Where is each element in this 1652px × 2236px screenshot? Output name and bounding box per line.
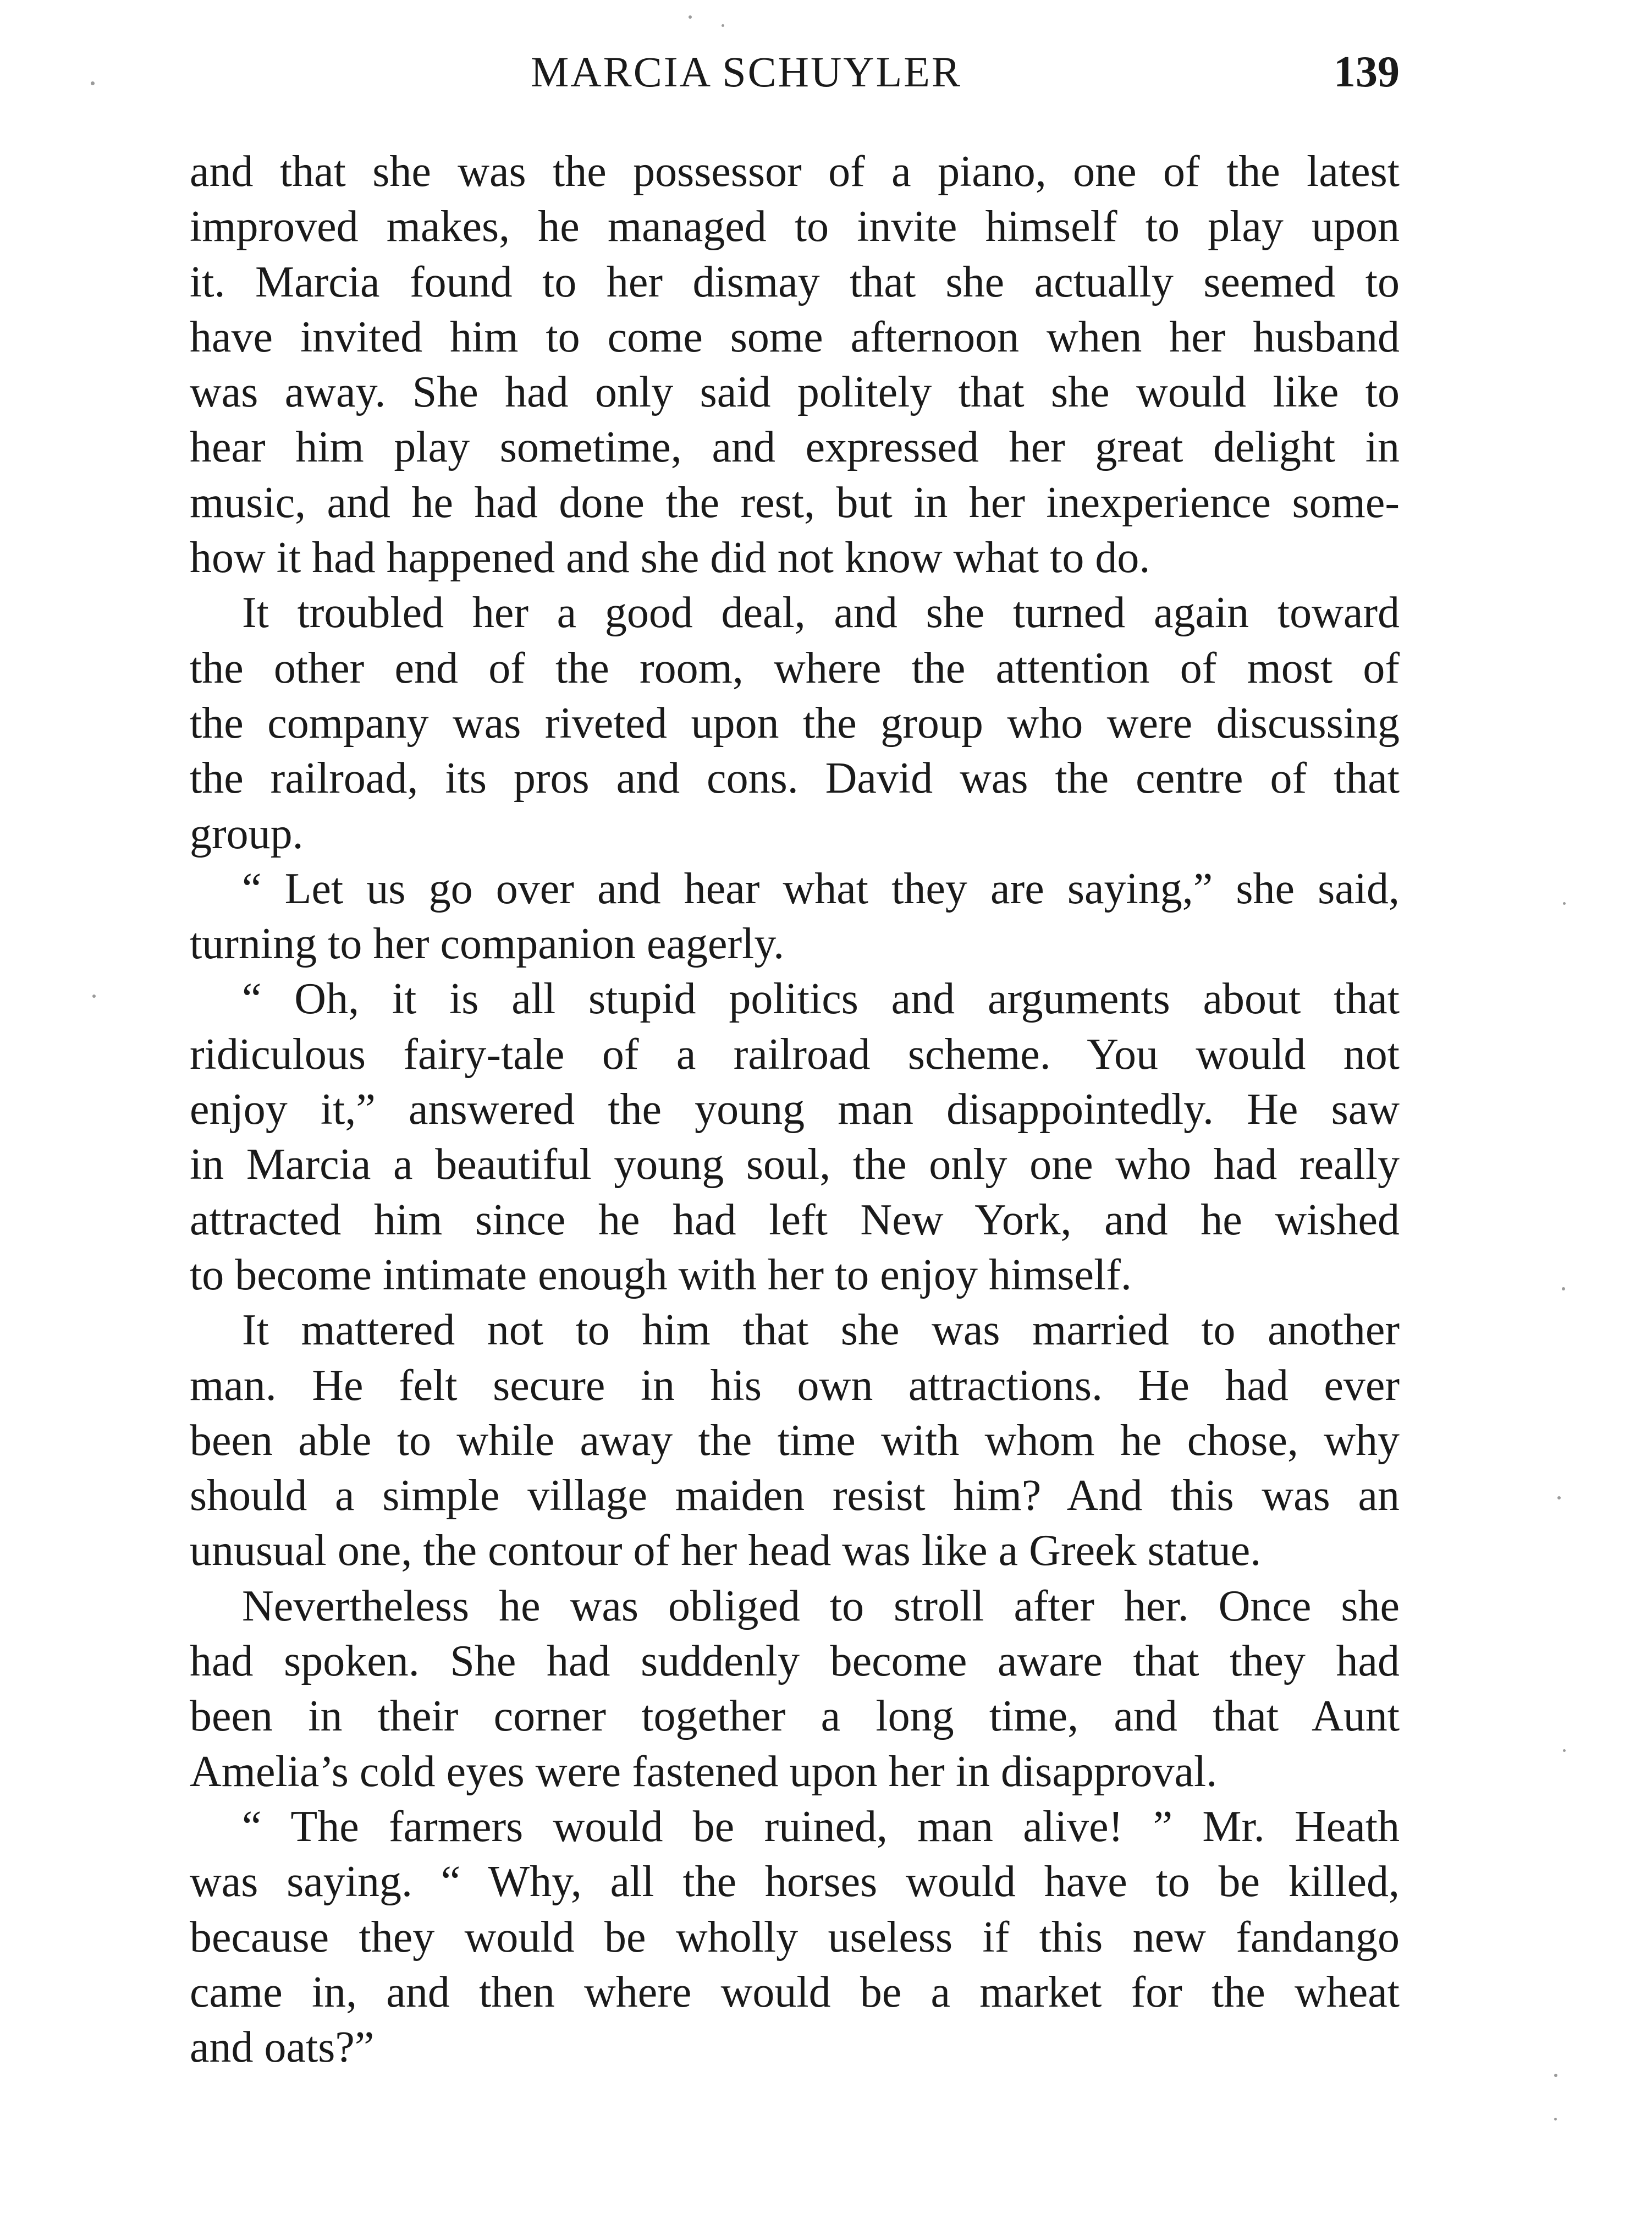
scan-speck [1554,2118,1557,2120]
text-line: to become intimate enough with her to enjoy himself. [190,1250,1132,1299]
text-line: “ Oh, it is all stupid politics and arguments about that [242,975,1400,1024]
scan-speck [92,995,96,998]
paragraph [190,861,1400,972]
text-line: and oats?” [190,2023,375,2072]
paragraph [190,144,1400,585]
page-number: 139 [1334,48,1400,96]
text-line: “ Let us go over and hear what they are saying,” she said, [242,864,1400,913]
scan-speck [1563,902,1566,905]
scan-speck [91,81,95,85]
text-line: should a simple village maiden resist him? And this was an [190,1471,1400,1520]
text-line: been in their corner together a long time, and that Aunt [190,1692,1400,1741]
text-line: enjoy it,” answered the young man disappointedly. He saw [190,1085,1400,1134]
paragraph [190,585,1400,861]
text-line: ridiculous fairy-tale of a railroad scheme. You would not [190,1030,1400,1079]
text-line: turning to her companion eagerly. [190,920,785,969]
text-line: unusual one, the contour of her head was like a Greek statue. [190,1526,1262,1575]
running-head-title: MARCIA SCHUYLER [531,48,962,96]
paragraph [190,1303,1400,1578]
scan-speck [1557,1496,1561,1499]
text-line: hear him play sometime, and expressed her great delight in [190,423,1400,472]
text-line: been able to while away the time with whom he chose, why [190,1416,1400,1465]
text-line: It troubled her a good deal, and she turned again toward [242,589,1400,638]
text-line: Nevertheless he was obliged to stroll after her. Once she [242,1581,1400,1630]
body-text [190,144,1400,2075]
paragraph [190,1799,1400,2075]
text-line: the other end of the room, where the attention of most of [190,644,1400,693]
text-line: the railroad, its pros and cons. David was the centre of that [190,754,1400,803]
text-line: attracted him since he had left New York, and he wished [190,1195,1400,1244]
text-line: Amelia’s cold eyes were fastened upon her in disapproval. [190,1747,1218,1796]
text-line: in Marcia a beautiful young soul, the only one who had really [190,1140,1400,1189]
text-line: it. Marcia found to her dismay that she actually seemed to [190,257,1400,306]
text-line: “ The farmers would be ruined, man alive! ” Mr. Heath [242,1802,1400,1851]
text-line: came in, and then where would be a market for the wheat [190,1968,1400,2017]
scan-speck [689,15,692,19]
scan-speck [722,24,724,27]
text-line: was saying. “ Why, all the horses would have to be killed, [190,1858,1400,1907]
text-line: man. He felt secure in his own attractions. He had ever [190,1361,1400,1410]
text-line: how it had happened and she did not know what to do. [190,534,1150,583]
text-line: because they would be wholly useless if this new fandango [190,1913,1400,1962]
text-line: had spoken. She had suddenly become aware that they had [190,1637,1400,1686]
text-line: music, and he had done the rest, but in her inexperience some- [190,478,1400,527]
text-line: have invited him to come some afternoon when her husband [190,312,1400,361]
text-line: was away. She had only said politely that she would like to [190,368,1400,417]
scan-speck [1563,1749,1566,1752]
text-line: improved makes, he managed to invite himself to play upon [190,202,1400,251]
text-line: It mattered not to him that she was married to another [242,1306,1400,1355]
scan-speck [1562,1287,1565,1290]
paragraph [190,971,1400,1303]
text-line: the company was riveted upon the group who were discussing [190,699,1400,748]
text-line: group. [190,809,304,858]
running-head [190,43,1400,103]
paragraph [190,1579,1400,1799]
scan-speck [1554,2074,1557,2077]
text-line: and that she was the possessor of a piano, one of the latest [190,147,1400,196]
